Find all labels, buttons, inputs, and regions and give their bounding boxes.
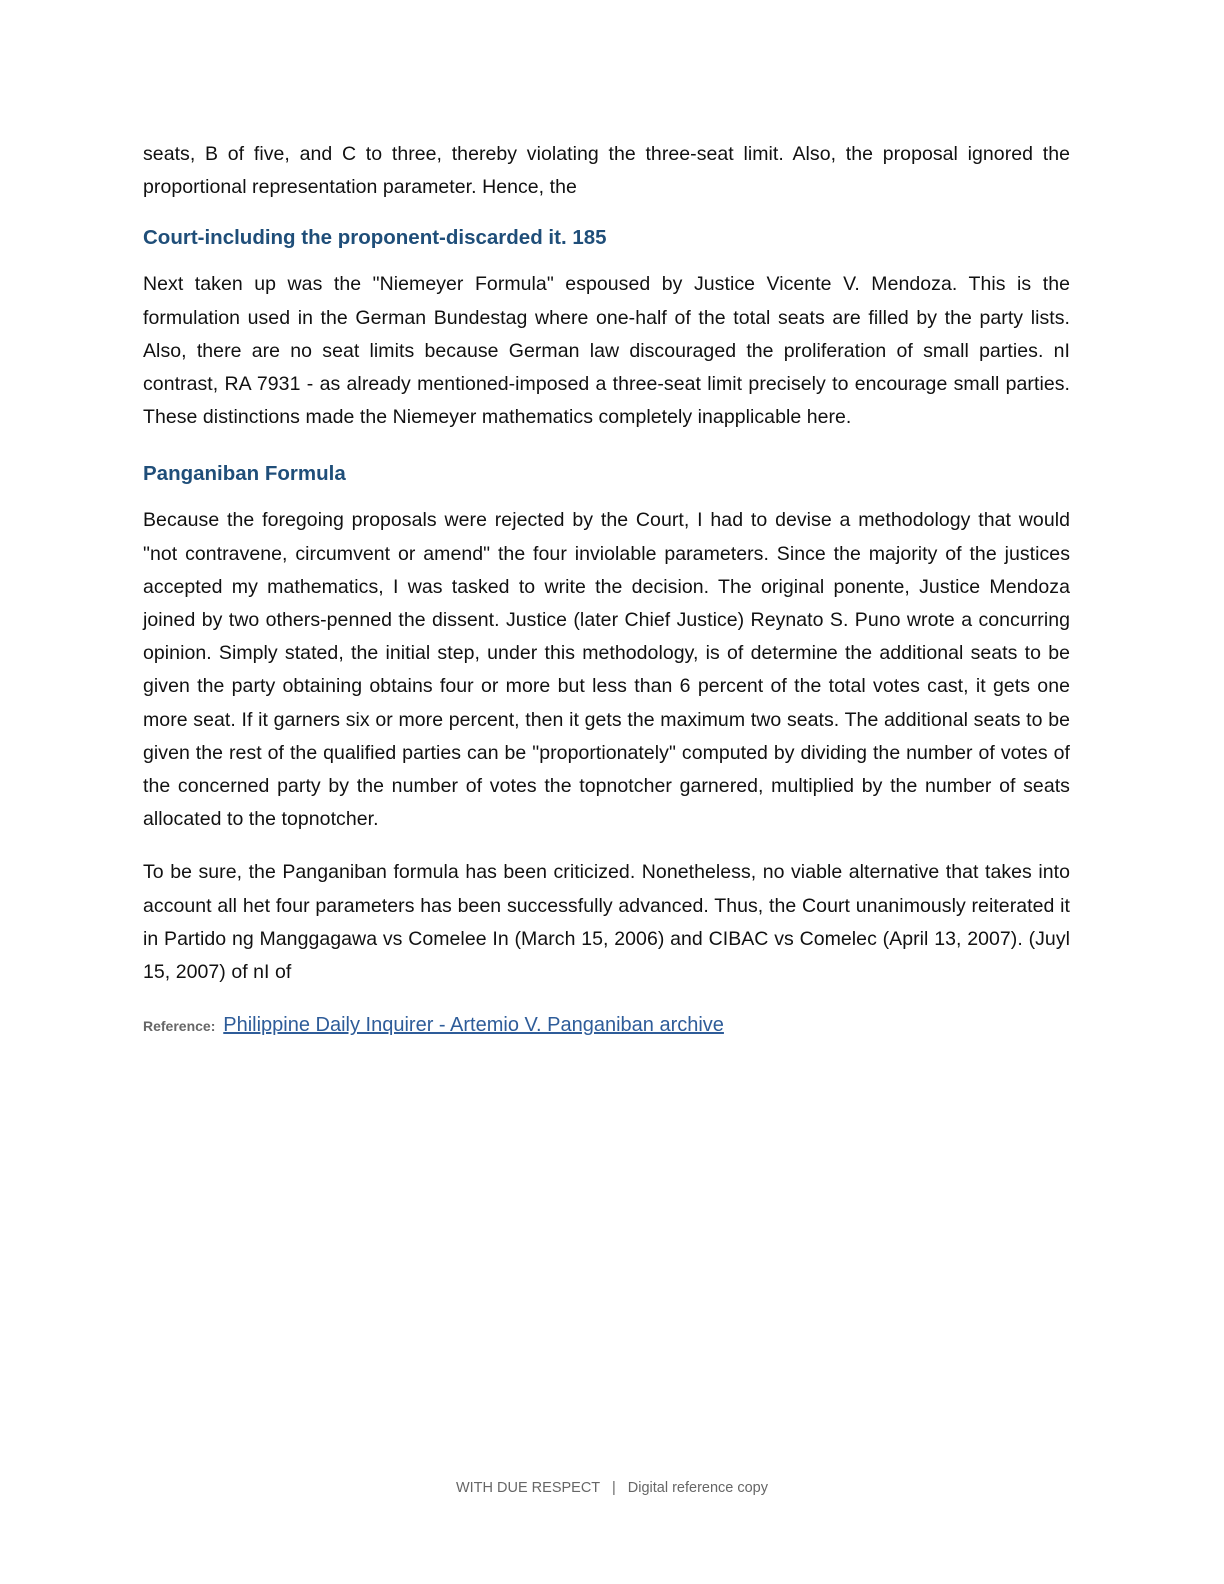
footer-copy-note: Digital reference copy bbox=[627, 1480, 769, 1496]
paragraph-methodology: Because the foregoing proposals were rejected by the Court, I had to devise a methodology that would "not contravene, circumvent or amend" the four inviolable parameters. Since the majority of the justices accepted my mathematics, I was tasked to write the decision. The original ponente, Justice Mendoza joined by two others-penned the dissent. Justice (later Chief Justice) Reynato S. Puno wrote a concurring opinion. Simply stated, the initial step, under this methodology, is of determine the additional seats to be given the party obtaining obtains four or more but less than 6 percent of the total votes cast, it gets one more seat. If it garners six or more percent, then it gets the maximum two seats. The additional seats to be given the rest of the qualified parties can be "proportionately" computed by dividing the number of votes of the concerned party by the number of votes the topnotcher garnered, multiplied by the number of seats allocated to the topnotcher. bbox=[143, 509, 1070, 831]
paragraph-criticism: To be sure, the Panganiban formula has been criticized. Nonetheless, no viable alternative that takes into account all het four parameters has been successfully advanced. Thus, the Court unanimously reiterated it in Partido ng Manggagawa vs Comelee In (March 15, 2006) and CIBAC vs Comelec (April 13, 2007). (Juyl 15, 2007) of nI of bbox=[143, 861, 1070, 984]
section-heading-court-discarded: Court-including the proponent-discarded it. 185 bbox=[143, 226, 607, 250]
paragraph-niemeyer-formula: Next taken up was the "Niemeyer Formula" espoused by Justice Vicente V. Mendoza. This is the formulation used in the German Bundestag where one-half of the total seats are filled by the party lists. Also, there are no seat limits because German law discouraged the proliferation of small parties. nI contrast, RA 7931 - as already mentioned-imposed a three-seat limit precisely to encourage small parties. These distinctions made the Niemeyer mathematics completely inapplicable here. bbox=[143, 273, 1070, 429]
page-footer bbox=[0, 1478, 1224, 1498]
footer-separator: | bbox=[611, 1480, 616, 1496]
document-page bbox=[143, 138, 1070, 1038]
reference-link[interactable]: Philippine Daily Inquirer - Artemio V. Panganiban archive bbox=[223, 1014, 724, 1037]
footer-publication: WITH DUE RESPECT bbox=[455, 1480, 600, 1496]
section-heading-panganiban-formula: Panganiban Formula bbox=[143, 462, 346, 486]
reference-line bbox=[143, 1013, 1070, 1038]
paragraph-seat-limit: seats, B of five, and C to three, thereby violating the three-seat limit. Also, the proposal ignored the proportional representation parameter. Hence, the bbox=[143, 143, 1070, 199]
reference-label: Reference: bbox=[143, 1018, 216, 1035]
